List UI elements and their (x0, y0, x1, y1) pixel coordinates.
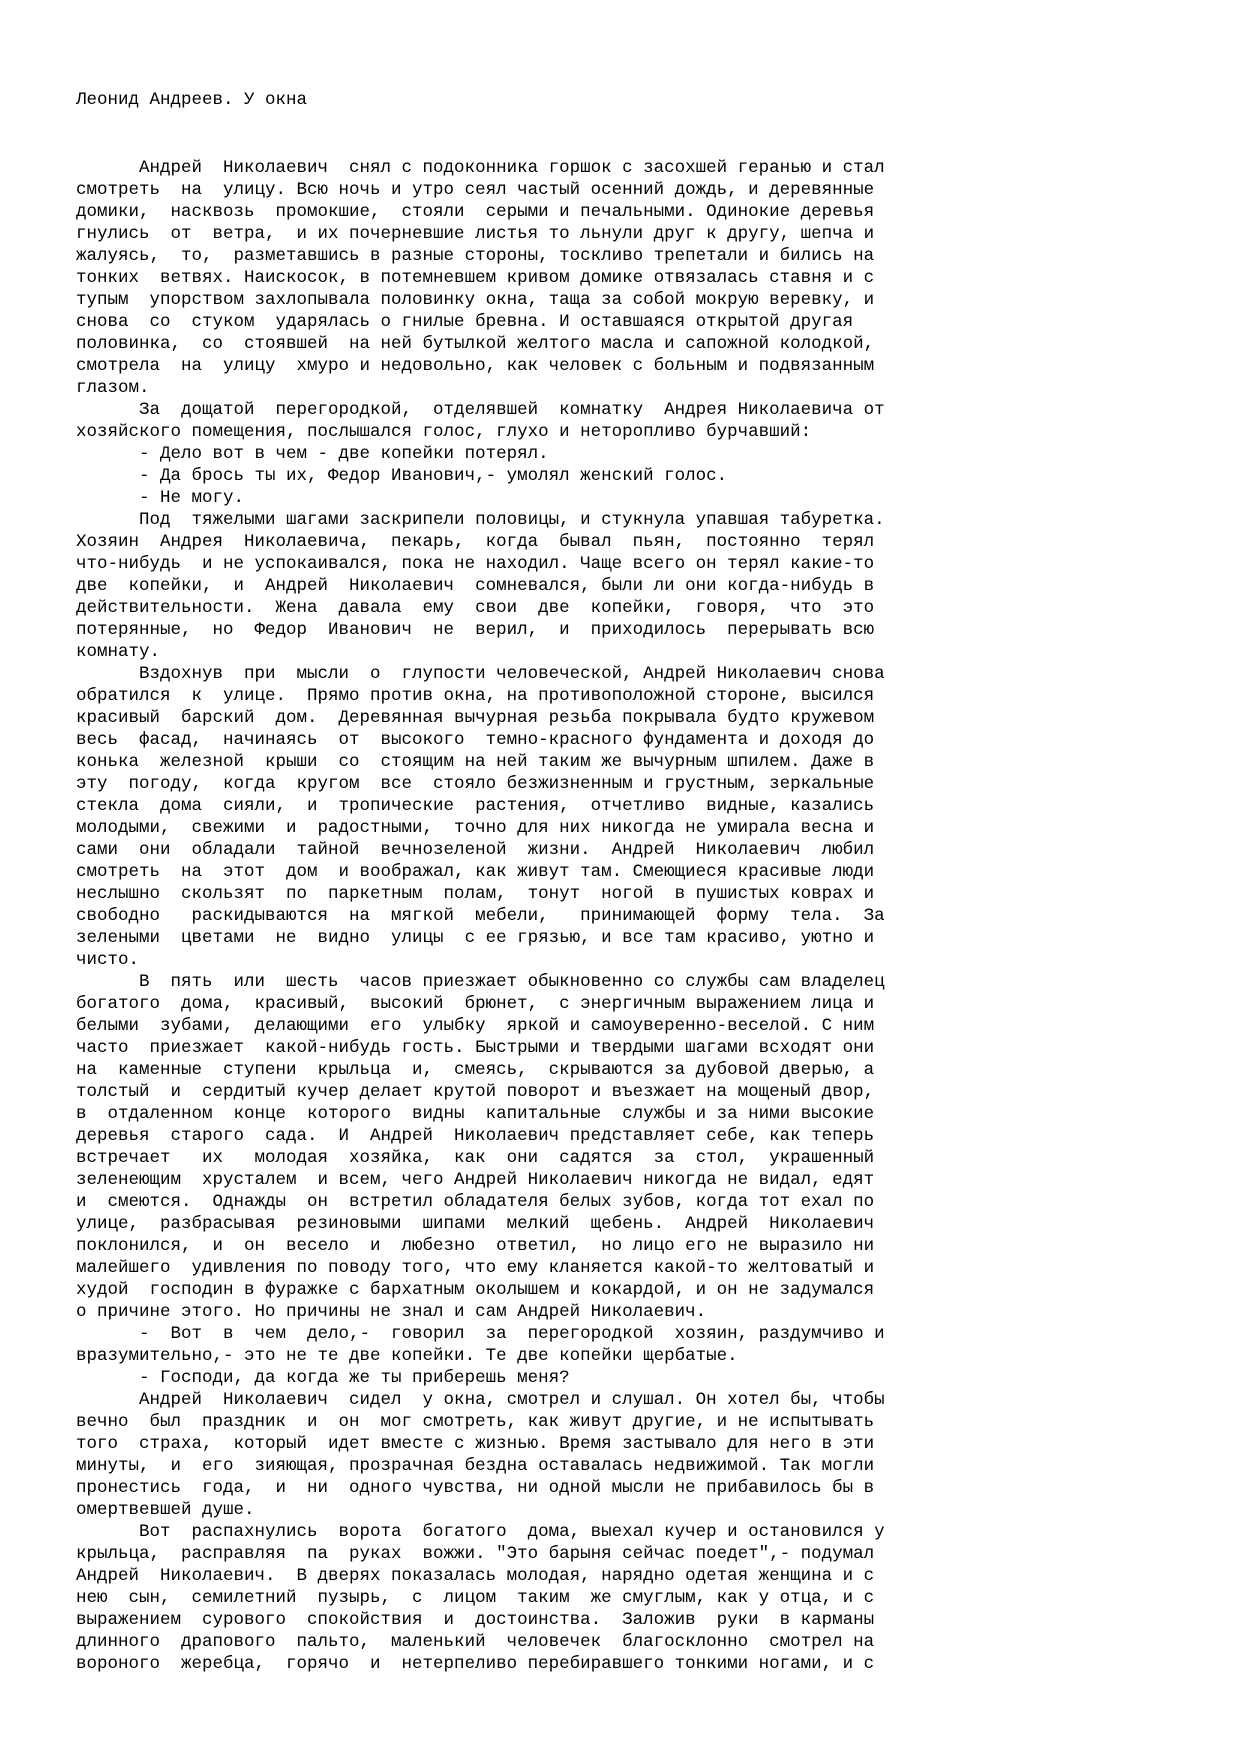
text-line: потерянные, но Федор Иванович не верил, и приходилось перерывать всю (76, 620, 875, 640)
text-line: домики, насквозь промокшие, стояли серыми и печальными. Одинокие деревья (76, 202, 875, 222)
text-line: о причине этого. Но причины не знал и сам Андрей Николаевич. (76, 1302, 707, 1322)
text-line: неслышно скользят по паркетным полам, тонут ногой в пушистых коврах и (76, 884, 875, 904)
text-line: в отдаленном конце которого видны капитальные службы и за ними высокие (76, 1104, 875, 1124)
text-line: Андрей Николаевич сидел у окна, смотрел и слушал. Он хотел бы, чтобы (76, 1390, 885, 1410)
text-line: жалуясь, то, разметавшись в разные стороны, тоскливо трепетали и бились на (76, 246, 875, 266)
text-line: смотрела на улицу хмуро и недовольно, как человек с больным и подвязанным (76, 356, 875, 376)
document-body (76, 157, 1166, 1675)
text-line: стекла дома сияли, и тропические растения, отчетливо видные, казались (76, 796, 875, 816)
text-line: выражением сурового спокойствия и достоинства. Заложив руки в карманы (76, 1610, 875, 1630)
text-line: малейшего удивления по поводу того, что ему кланяется какой-то желтоватый и (76, 1258, 875, 1278)
text-line: эту погоду, когда кругом все стояло безжизненным и грустным, зеркальные (76, 774, 875, 794)
text-line: улице, разбрасывая резиновыми шипами мелкий щебень. Андрей Николаевич (76, 1214, 875, 1234)
text-line: красивый барский дом. Деревянная вычурная резьба покрывала будто кружевом (76, 708, 875, 728)
text-line: встречает их молодая хозяйка, как они садятся за стол, украшенный (76, 1148, 875, 1168)
text-line: тупым упорством захлопывала половинку окна, таща за собой мокрую веревку, и (76, 290, 875, 310)
text-line: Хозяин Андрея Николаевича, пекарь, когда бывал пьян, постоянно терял (76, 532, 875, 552)
text-line: вразумительно,- это не те две копейки. Те две копейки щербатые. (76, 1346, 738, 1366)
text-line: свободно раскидываются на мягкой мебели, принимающей форму тела. За (76, 906, 885, 926)
text-line: две копейки, и Андрей Николаевич сомневался, были ли они когда-нибудь в (76, 576, 875, 596)
text-line: - Не могу. (76, 488, 245, 508)
text-line: хозяйского помещения, послышался голос, глухо и неторопливо бурчавший: (76, 422, 812, 442)
text-line: и смеются. Однажды он встретил обладателя белых зубов, когда тот ехал по (76, 1192, 875, 1212)
text-line: снова со стуком ударялась о гнилые бревна. И оставшаяся открытой другая (76, 312, 854, 332)
text-line: конька железной крыши со стоящим на ней таким же вычурным шпилем. Даже в (76, 752, 875, 772)
text-line: Вздохнув при мысли о глупости человеческой, Андрей Николаевич снова (76, 664, 885, 684)
text-line: нею сын, семилетний пузырь, с лицом таким же смуглым, как у отца, и с (76, 1588, 875, 1608)
text-line: белыми зубами, делающими его улыбку яркой и самоуверенно-веселой. С ним (76, 1016, 875, 1036)
text-line: на каменные ступени крыльца и, смеясь, скрываются за дубовой дверью, а (76, 1060, 875, 1080)
text-line: весь фасад, начинаясь от высокого темно-красного фундамента и доходя до (76, 730, 875, 750)
text-line: минуты, и его зияющая, прозрачная бездна оставалась недвижимой. Так могли (76, 1456, 875, 1476)
text-line: сами они обладали тайной вечнозеленой жизни. Андрей Николаевич любил (76, 840, 875, 860)
text-line: - Да брось ты их, Федор Иванович,- умолял женский голос. (76, 466, 728, 486)
text-line: зелеными цветами не видно улицы с ее грязью, и все там красиво, уютно и (76, 928, 875, 948)
text-line: пронестись года, и ни одного чувства, ни одной мысли не прибавилось бы в (76, 1478, 875, 1498)
text-line: смотреть на улицу. Всю ночь и утро сеял частый осенний дождь, и деревянные (76, 180, 875, 200)
text-line: Андрей Николаевич. В дверях показалась молодая, нарядно одетая женщина и с (76, 1566, 875, 1586)
text-line: комнату. (76, 642, 161, 662)
text-line: вороного жеребца, горячо и нетерпеливо перебиравшего тонкими ногами, и с (76, 1654, 875, 1674)
text-line: - Дело вот в чем - две копейки потерял. (76, 444, 549, 464)
text-line: худой господин в фуражке с бархатным околышем и кокардой, и он не задумался (76, 1280, 875, 1300)
text-line: поклонился, и он весело и любезно ответил, но лицо его не выразило ни (76, 1236, 875, 1256)
text-line: богатого дома, красивый, высокий брюнет, с энергичным выражением лица и (76, 994, 875, 1014)
text-line: длинного драпового пальто, маленький человечек благосклонно смотрел на (76, 1632, 875, 1652)
text-line: - Господи, да когда же ты приберешь меня? (76, 1368, 570, 1388)
text-line: часто приезжает какой-нибудь гость. Быстрыми и твердыми шагами всходят они (76, 1038, 875, 1058)
text-line: крыльца, расправляя па руках вожжи. "Это барыня сейчас поедет",- подумал (76, 1544, 875, 1564)
text-line: - Вот в чем дело,- говорил за перегородкой хозяин, раздумчиво и (76, 1324, 885, 1344)
text-line: В пять или шесть часов приезжает обыкновенно со службы сам владелец (76, 972, 885, 992)
text-line: Вот распахнулись ворота богатого дома, выехал кучер и остановился у (76, 1522, 885, 1542)
document-title: Леонид Андреев. У окна (76, 90, 308, 110)
text-line: толстый и сердитый кучер делает крутой поворот и въезжает на мощеный двор, (76, 1082, 875, 1102)
text-line: деревья старого сада. И Андрей Николаевич представляет себе, как теперь (76, 1126, 875, 1146)
text-line: обратился к улице. Прямо против окна, на противоположной стороне, высился (76, 686, 875, 706)
text-line: глазом. (76, 378, 150, 398)
text-line: того страха, который идет вместе с жизнью. Время застывало для него в эти (76, 1434, 875, 1454)
text-line: вечно был праздник и он мог смотреть, как живут другие, и не испытывать (76, 1412, 875, 1432)
text-line: что-нибудь и не успокаивался, пока не находил. Чаще всего он терял какие-то (76, 554, 875, 574)
text-line: чисто. (76, 950, 140, 970)
text-line: зеленеющим хрусталем и всем, чего Андрей Николаевич никогда не видал, едят (76, 1170, 875, 1190)
text-line: половинка, со стоявшей на ней бутылкой желтого масла и сапожной колодкой, (76, 334, 875, 354)
text-line: гнулись от ветра, и их почерневшие листья то льнули друг к другу, шепча и (76, 224, 875, 244)
text-line: молодыми, свежими и радостными, точно для них никогда не умирала весна и (76, 818, 875, 838)
text-line: омертвевшей душе. (76, 1500, 255, 1520)
text-line: Под тяжелыми шагами заскрипели половицы, и стукнула упавшая табуретка. (76, 510, 885, 530)
text-line: За дощатой перегородкой, отделявшей комнатку Андрея Николаевича от (76, 400, 885, 420)
text-line: тонких ветвях. Наискосок, в потемневшем кривом домике отвязалась ставня и с (76, 268, 875, 288)
text-line: Андрей Николаевич снял с подоконника горшок с засохшей геранью и стал (76, 158, 885, 178)
text-line: действительности. Жена давала ему свои две копейки, говоря, что это (76, 598, 875, 618)
text-line: смотреть на этот дом и воображал, как живут там. Смеющиеся красивые люди (76, 862, 875, 882)
